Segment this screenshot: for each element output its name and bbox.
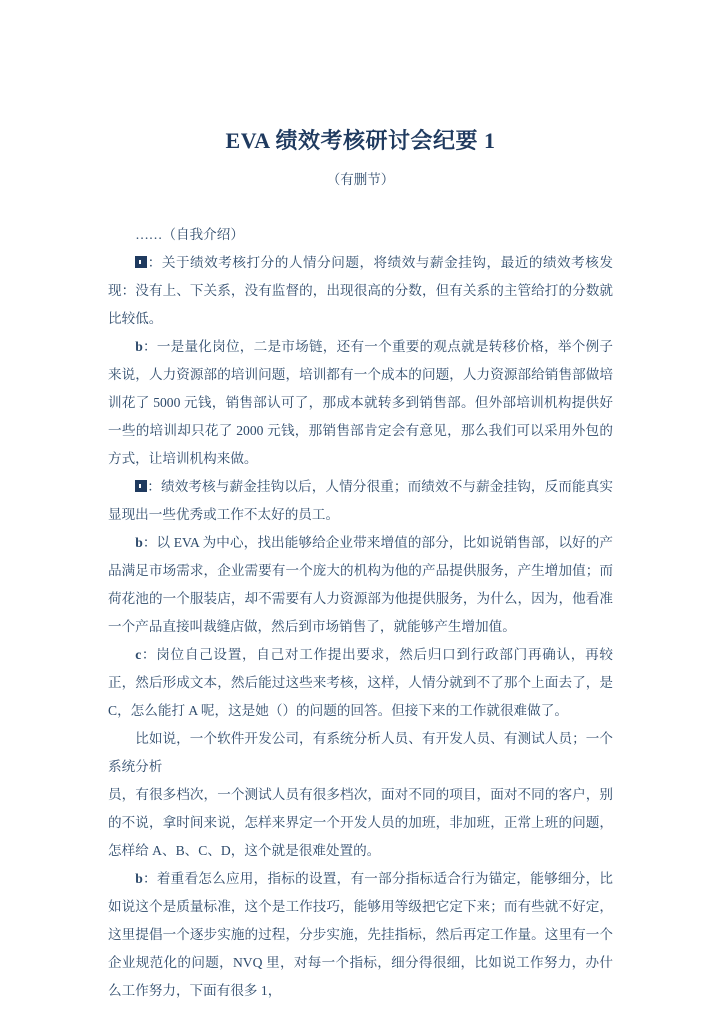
paragraph-text: 员，有很多档次，一个测试人员有很多档次，面对不同的项目，面对不同的客户，别的不说，拿时间来说，怎样来界定一个开发人员的加班，非加班，正常上班的问题，怎样给 A、B、C、D，这个就是很难处置的。 (108, 786, 613, 858)
paragraph-text: ：一是量化岗位，二是市场链，还有一个重要的观点就是转移价格，举个例子来说，人力资源部的培训问题，培训都有一个成本的问题，人力资源部给销售部做培训花了 5000 元钱，销售部认可了，那成本就转多到销售部。但外部培训机构提供好一些的培训却只花了 2000 元钱，那销售部肯定会有意见，那么我们可以采用外包的方式，让培训机构来做。 (108, 338, 613, 466)
speaker-label: c (135, 646, 142, 662)
paragraph (108, 529, 613, 641)
speaker-label: b (135, 870, 143, 886)
paragraph-text: ：以 EVA 为中心，找出能够给企业带来增值的部分，比如说销售部，以好的产品满足市场需求，企业需要有一个庞大的机构为他的产品提供服务，产生增加值；而荷花池的一个服装店，却不需要有人力资源部为他提供服务，为什么，因为，他看准一个产品直接叫裁缝店做，然后到市场销售了，就能够产生增加值。 (108, 534, 613, 634)
paragraph (108, 781, 613, 865)
paragraph-text: ：绩效考核与薪金挂钩以后，人情分很重；而绩效不与薪金挂钩，反而能真实显现出一些优秀或工作不太好的员工。 (108, 478, 613, 522)
page-title: EVA 绩效考核研讨会纪要 1 (225, 128, 496, 153)
paragraph-text: ：岗位自己设置，自己对工作提出要求，然后归口到行政部门再确认，再较正，然后形成文本，然后能过这些来考核，这样，人情分就到不了那个上面去了，是 C，怎么能打 A 呢，这是她（）的问题的回答。但接下来的工作就很难做了。 (108, 646, 613, 718)
paragraph-text: ：着重看怎么应用，指标的设置，有一部分指标适合行为锚定，能够细分，比如说这个是质量标准，这个是工作技巧，能够用等级把它定下来；而有些就不好定，这里提倡一个逐步实施的过程，分步实施，先挂指标，然后再定工作量。这里有一个企业规范化的问题，NVQ 里，对每一个指标，细分得很细，比如说工作努力，办什么工作努力，下面有很多 1， (108, 870, 613, 998)
document-body (108, 189, 613, 1005)
speaker-label: b (135, 338, 143, 354)
paragraph (108, 249, 613, 333)
paragraph (108, 641, 613, 725)
paragraph (108, 333, 613, 473)
box-glyph-icon (135, 256, 147, 268)
paragraph-text: ：关于绩效考核打分的人情分问题，将绩效与薪金挂钩，最近的绩效考核发现：没有上、下关系，没有监督的，出现很高的分数，但有关系的主管给打的分数就比较低。 (108, 254, 613, 326)
paragraph (108, 725, 613, 781)
paragraph (108, 221, 613, 249)
speaker-label-glyph (135, 479, 147, 494)
document-content (108, 0, 613, 1005)
speaker-label-glyph (135, 255, 147, 270)
paragraph-text: ……（自我介绍） (135, 226, 244, 242)
document-subtitle: （有删节） (326, 172, 395, 188)
paragraph-text: 比如说，一个软件开发公司，有系统分析人员、有开发人员、有测试人员；一个系统分析 (108, 730, 613, 774)
box-glyph-icon (135, 480, 147, 492)
speaker-label: b (135, 534, 143, 550)
paragraph (108, 473, 613, 529)
paragraph (108, 865, 613, 1005)
